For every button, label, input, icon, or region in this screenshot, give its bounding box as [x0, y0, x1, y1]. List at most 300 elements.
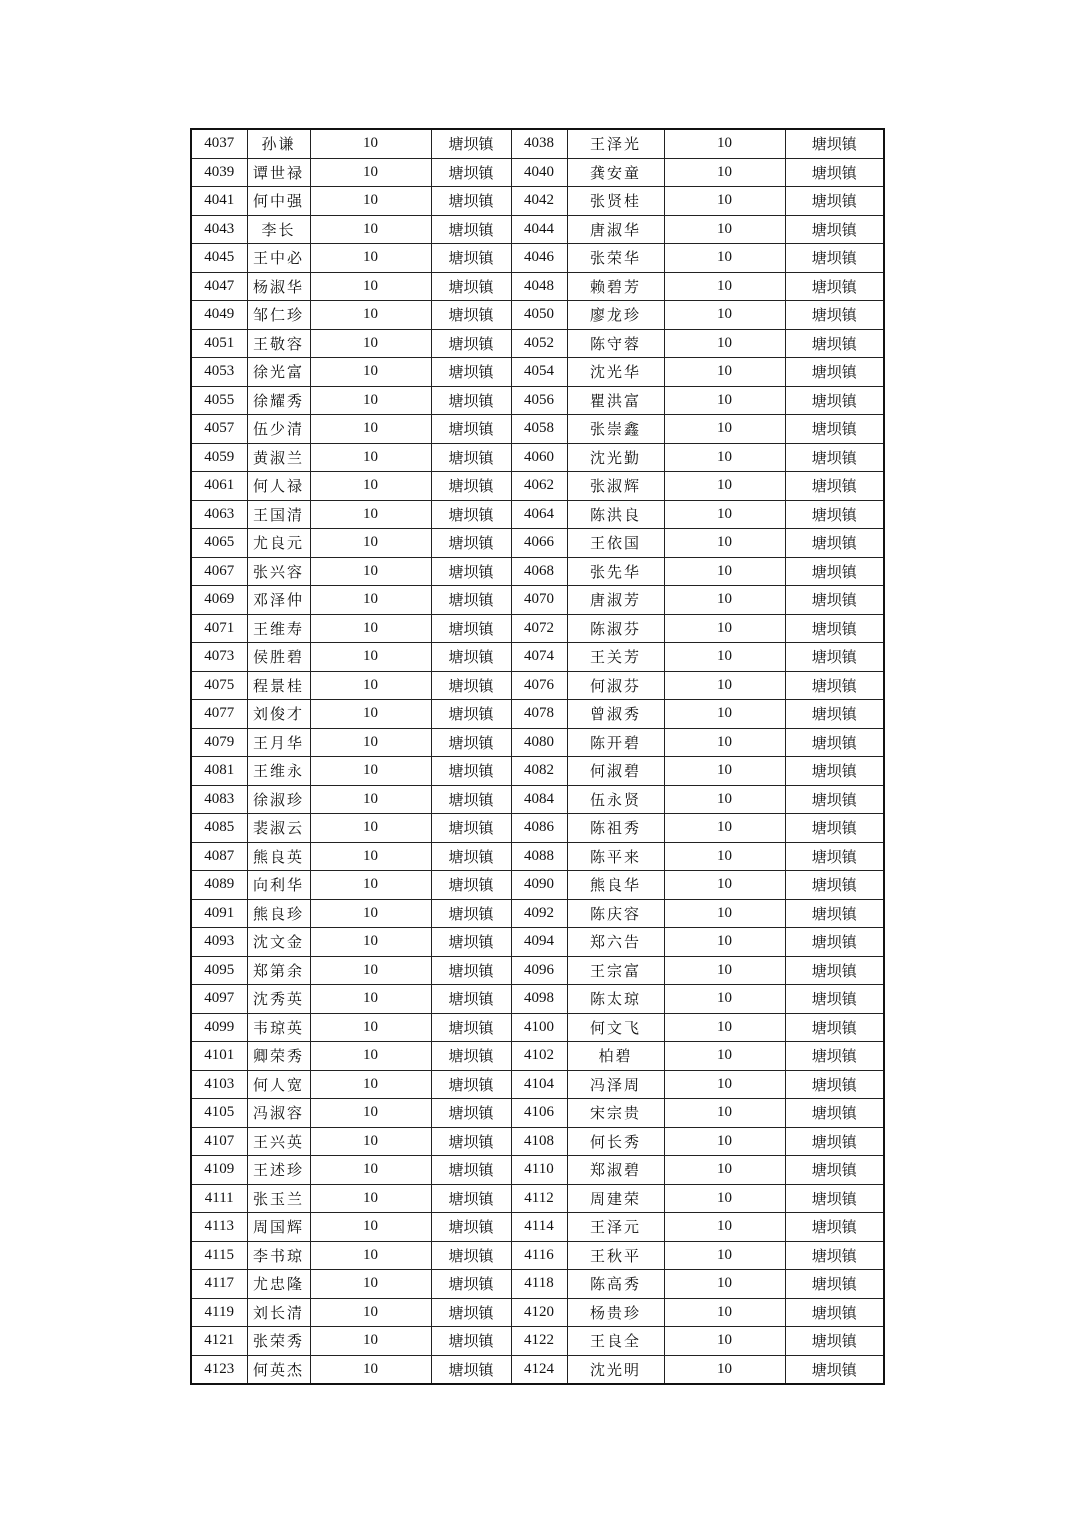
right-person-name-cell: 王依国	[567, 529, 664, 558]
left-person-name-cell: 郑第余	[247, 956, 310, 985]
left-amount-value-cell: 10	[310, 899, 431, 928]
right-record-id-cell: 4066	[511, 529, 567, 558]
left-amount-value-cell: 10	[310, 671, 431, 700]
right-record-id-cell: 4056	[511, 386, 567, 415]
left-record-id-cell: 4037	[191, 129, 247, 158]
table-row	[191, 1156, 884, 1185]
right-record-id-cell: 4104	[511, 1070, 567, 1099]
table-row	[191, 899, 884, 928]
right-amount-value-cell: 10	[664, 671, 785, 700]
table-row	[191, 472, 884, 501]
left-town-name-cell: 塘坝镇	[431, 1042, 511, 1071]
table-row	[191, 928, 884, 957]
right-person-name-cell: 张淑辉	[567, 472, 664, 501]
left-town-name-cell: 塘坝镇	[431, 985, 511, 1014]
right-person-name-cell: 张先华	[567, 557, 664, 586]
left-record-id-cell: 4093	[191, 928, 247, 957]
left-record-id-cell: 4095	[191, 956, 247, 985]
right-person-name-cell: 陈开碧	[567, 728, 664, 757]
table-row	[191, 985, 884, 1014]
right-person-name-cell: 陈守蓉	[567, 329, 664, 358]
right-town-name-cell: 塘坝镇	[785, 557, 884, 586]
left-town-name-cell: 塘坝镇	[431, 700, 511, 729]
right-amount-value-cell: 10	[664, 301, 785, 330]
right-record-id-cell: 4088	[511, 842, 567, 871]
left-town-name-cell: 塘坝镇	[431, 899, 511, 928]
right-town-name-cell: 塘坝镇	[785, 985, 884, 1014]
left-town-name-cell: 塘坝镇	[431, 785, 511, 814]
left-record-id-cell: 4071	[191, 614, 247, 643]
right-record-id-cell: 4058	[511, 415, 567, 444]
left-person-name-cell: 邓泽仲	[247, 586, 310, 615]
table-row	[191, 1127, 884, 1156]
table-row	[191, 614, 884, 643]
left-amount-value-cell: 10	[310, 529, 431, 558]
right-record-id-cell: 4048	[511, 272, 567, 301]
right-person-name-cell: 陈庆容	[567, 899, 664, 928]
right-town-name-cell: 塘坝镇	[785, 129, 884, 158]
left-amount-value-cell: 10	[310, 158, 431, 187]
right-record-id-cell: 4052	[511, 329, 567, 358]
table-row	[191, 301, 884, 330]
right-amount-value-cell: 10	[664, 215, 785, 244]
left-town-name-cell: 塘坝镇	[431, 386, 511, 415]
right-town-name-cell: 塘坝镇	[785, 1270, 884, 1299]
right-person-name-cell: 龚安童	[567, 158, 664, 187]
left-record-id-cell: 4087	[191, 842, 247, 871]
left-record-id-cell: 4111	[191, 1184, 247, 1213]
right-record-id-cell: 4074	[511, 643, 567, 672]
left-town-name-cell: 塘坝镇	[431, 358, 511, 387]
left-town-name-cell: 塘坝镇	[431, 842, 511, 871]
left-amount-value-cell: 10	[310, 700, 431, 729]
right-amount-value-cell: 10	[664, 187, 785, 216]
table-row	[191, 871, 884, 900]
left-record-id-cell: 4103	[191, 1070, 247, 1099]
left-person-name-cell: 何人宽	[247, 1070, 310, 1099]
left-record-id-cell: 4117	[191, 1270, 247, 1299]
right-person-name-cell: 王宗富	[567, 956, 664, 985]
left-person-name-cell: 孙谦	[247, 129, 310, 158]
right-town-name-cell: 塘坝镇	[785, 386, 884, 415]
right-person-name-cell: 瞿洪富	[567, 386, 664, 415]
right-person-name-cell: 沈光华	[567, 358, 664, 387]
right-person-name-cell: 王泽元	[567, 1213, 664, 1242]
right-record-id-cell: 4098	[511, 985, 567, 1014]
left-record-id-cell: 4041	[191, 187, 247, 216]
right-person-name-cell: 唐淑华	[567, 215, 664, 244]
table-row	[191, 187, 884, 216]
left-town-name-cell: 塘坝镇	[431, 158, 511, 187]
right-person-name-cell: 伍永贤	[567, 785, 664, 814]
left-record-id-cell: 4097	[191, 985, 247, 1014]
left-amount-value-cell: 10	[310, 1013, 431, 1042]
left-amount-value-cell: 10	[310, 272, 431, 301]
right-person-name-cell: 郑淑碧	[567, 1156, 664, 1185]
right-person-name-cell: 陈平来	[567, 842, 664, 871]
left-person-name-cell: 侯胜碧	[247, 643, 310, 672]
right-town-name-cell: 塘坝镇	[785, 244, 884, 273]
right-amount-value-cell: 10	[664, 871, 785, 900]
right-record-id-cell: 4090	[511, 871, 567, 900]
table-row	[191, 586, 884, 615]
left-town-name-cell: 塘坝镇	[431, 1327, 511, 1356]
left-person-name-cell: 沈秀英	[247, 985, 310, 1014]
left-amount-value-cell: 10	[310, 557, 431, 586]
right-amount-value-cell: 10	[664, 1241, 785, 1270]
right-person-name-cell: 陈高秀	[567, 1270, 664, 1299]
table-row	[191, 244, 884, 273]
table-row	[191, 415, 884, 444]
left-record-id-cell: 4045	[191, 244, 247, 273]
left-amount-value-cell: 10	[310, 472, 431, 501]
left-record-id-cell: 4085	[191, 814, 247, 843]
right-town-name-cell: 塘坝镇	[785, 700, 884, 729]
right-record-id-cell: 4092	[511, 899, 567, 928]
right-amount-value-cell: 10	[664, 928, 785, 957]
right-record-id-cell: 4060	[511, 443, 567, 472]
right-amount-value-cell: 10	[664, 272, 785, 301]
right-person-name-cell: 曾淑秀	[567, 700, 664, 729]
left-amount-value-cell: 10	[310, 129, 431, 158]
right-record-id-cell: 4108	[511, 1127, 567, 1156]
left-amount-value-cell: 10	[310, 928, 431, 957]
right-record-id-cell: 4114	[511, 1213, 567, 1242]
right-amount-value-cell: 10	[664, 700, 785, 729]
left-person-name-cell: 张荣秀	[247, 1327, 310, 1356]
left-person-name-cell: 熊良英	[247, 842, 310, 871]
left-town-name-cell: 塘坝镇	[431, 129, 511, 158]
right-town-name-cell: 塘坝镇	[785, 472, 884, 501]
right-town-name-cell: 塘坝镇	[785, 329, 884, 358]
left-person-name-cell: 谭世禄	[247, 158, 310, 187]
left-town-name-cell: 塘坝镇	[431, 472, 511, 501]
right-town-name-cell: 塘坝镇	[785, 272, 884, 301]
left-town-name-cell: 塘坝镇	[431, 956, 511, 985]
right-amount-value-cell: 10	[664, 1327, 785, 1356]
right-record-id-cell: 4070	[511, 586, 567, 615]
left-person-name-cell: 裴淑云	[247, 814, 310, 843]
right-record-id-cell: 4124	[511, 1355, 567, 1384]
left-amount-value-cell: 10	[310, 728, 431, 757]
left-town-name-cell: 塘坝镇	[431, 643, 511, 672]
right-amount-value-cell: 10	[664, 586, 785, 615]
right-amount-value-cell: 10	[664, 757, 785, 786]
left-record-id-cell: 4059	[191, 443, 247, 472]
left-person-name-cell: 何人禄	[247, 472, 310, 501]
right-amount-value-cell: 10	[664, 158, 785, 187]
left-town-name-cell: 塘坝镇	[431, 1355, 511, 1384]
right-amount-value-cell: 10	[664, 500, 785, 529]
right-amount-value-cell: 10	[664, 244, 785, 273]
left-amount-value-cell: 10	[310, 643, 431, 672]
left-record-id-cell: 4063	[191, 500, 247, 529]
left-amount-value-cell: 10	[310, 301, 431, 330]
right-amount-value-cell: 10	[664, 386, 785, 415]
right-town-name-cell: 塘坝镇	[785, 358, 884, 387]
right-town-name-cell: 塘坝镇	[785, 1184, 884, 1213]
left-town-name-cell: 塘坝镇	[431, 1156, 511, 1185]
left-town-name-cell: 塘坝镇	[431, 272, 511, 301]
left-record-id-cell: 4121	[191, 1327, 247, 1356]
right-town-name-cell: 塘坝镇	[785, 215, 884, 244]
right-record-id-cell: 4040	[511, 158, 567, 187]
left-amount-value-cell: 10	[310, 1270, 431, 1299]
left-record-id-cell: 4123	[191, 1355, 247, 1384]
left-amount-value-cell: 10	[310, 757, 431, 786]
left-person-name-cell: 冯淑容	[247, 1099, 310, 1128]
left-record-id-cell: 4089	[191, 871, 247, 900]
left-record-id-cell: 4067	[191, 557, 247, 586]
right-person-name-cell: 陈淑芬	[567, 614, 664, 643]
right-person-name-cell: 宋宗贵	[567, 1099, 664, 1128]
left-amount-value-cell: 10	[310, 614, 431, 643]
right-person-name-cell: 张崇鑫	[567, 415, 664, 444]
left-amount-value-cell: 10	[310, 1355, 431, 1384]
right-record-id-cell: 4068	[511, 557, 567, 586]
right-town-name-cell: 塘坝镇	[785, 842, 884, 871]
left-amount-value-cell: 10	[310, 785, 431, 814]
left-town-name-cell: 塘坝镇	[431, 1298, 511, 1327]
left-town-name-cell: 塘坝镇	[431, 614, 511, 643]
left-amount-value-cell: 10	[310, 1156, 431, 1185]
left-town-name-cell: 塘坝镇	[431, 415, 511, 444]
right-town-name-cell: 塘坝镇	[785, 1241, 884, 1270]
left-person-name-cell: 王维寿	[247, 614, 310, 643]
right-town-name-cell: 塘坝镇	[785, 529, 884, 558]
left-person-name-cell: 熊良珍	[247, 899, 310, 928]
right-record-id-cell: 4062	[511, 472, 567, 501]
right-person-name-cell: 陈祖秀	[567, 814, 664, 843]
left-amount-value-cell: 10	[310, 500, 431, 529]
left-person-name-cell: 刘俊才	[247, 700, 310, 729]
right-amount-value-cell: 10	[664, 785, 785, 814]
right-town-name-cell: 塘坝镇	[785, 928, 884, 957]
table-row	[191, 1298, 884, 1327]
right-record-id-cell: 4050	[511, 301, 567, 330]
right-record-id-cell: 4064	[511, 500, 567, 529]
left-town-name-cell: 塘坝镇	[431, 586, 511, 615]
table-row	[191, 158, 884, 187]
left-record-id-cell: 4083	[191, 785, 247, 814]
right-amount-value-cell: 10	[664, 842, 785, 871]
table-row	[191, 358, 884, 387]
left-record-id-cell: 4079	[191, 728, 247, 757]
right-town-name-cell: 塘坝镇	[785, 871, 884, 900]
left-town-name-cell: 塘坝镇	[431, 1184, 511, 1213]
left-record-id-cell: 4119	[191, 1298, 247, 1327]
left-amount-value-cell: 10	[310, 1070, 431, 1099]
left-person-name-cell: 王敬容	[247, 329, 310, 358]
left-person-name-cell: 何英杰	[247, 1355, 310, 1384]
right-town-name-cell: 塘坝镇	[785, 728, 884, 757]
table-row	[191, 671, 884, 700]
right-amount-value-cell: 10	[664, 1213, 785, 1242]
left-record-id-cell: 4043	[191, 215, 247, 244]
left-record-id-cell: 4055	[191, 386, 247, 415]
left-record-id-cell: 4061	[191, 472, 247, 501]
right-amount-value-cell: 10	[664, 1013, 785, 1042]
table-row	[191, 1099, 884, 1128]
left-person-name-cell: 徐耀秀	[247, 386, 310, 415]
right-amount-value-cell: 10	[664, 443, 785, 472]
table-row	[191, 700, 884, 729]
left-record-id-cell: 4065	[191, 529, 247, 558]
right-town-name-cell: 塘坝镇	[785, 415, 884, 444]
right-amount-value-cell: 10	[664, 329, 785, 358]
right-amount-value-cell: 10	[664, 814, 785, 843]
right-person-name-cell: 熊良华	[567, 871, 664, 900]
table-row	[191, 1013, 884, 1042]
right-town-name-cell: 塘坝镇	[785, 757, 884, 786]
right-amount-value-cell: 10	[664, 1156, 785, 1185]
right-record-id-cell: 4078	[511, 700, 567, 729]
right-amount-value-cell: 10	[664, 529, 785, 558]
right-record-id-cell: 4082	[511, 757, 567, 786]
left-amount-value-cell: 10	[310, 586, 431, 615]
right-town-name-cell: 塘坝镇	[785, 899, 884, 928]
left-person-name-cell: 李书琼	[247, 1241, 310, 1270]
right-record-id-cell: 4080	[511, 728, 567, 757]
left-town-name-cell: 塘坝镇	[431, 1127, 511, 1156]
right-town-name-cell: 塘坝镇	[785, 1298, 884, 1327]
right-town-name-cell: 塘坝镇	[785, 1099, 884, 1128]
table-row	[191, 386, 884, 415]
left-person-name-cell: 徐光富	[247, 358, 310, 387]
right-amount-value-cell: 10	[664, 1099, 785, 1128]
right-record-id-cell: 4110	[511, 1156, 567, 1185]
left-person-name-cell: 周国辉	[247, 1213, 310, 1242]
table-row	[191, 529, 884, 558]
right-town-name-cell: 塘坝镇	[785, 1355, 884, 1384]
right-town-name-cell: 塘坝镇	[785, 1127, 884, 1156]
left-person-name-cell: 伍少清	[247, 415, 310, 444]
left-record-id-cell: 4049	[191, 301, 247, 330]
left-amount-value-cell: 10	[310, 1213, 431, 1242]
right-person-name-cell: 王泽光	[567, 129, 664, 158]
left-person-name-cell: 杨淑华	[247, 272, 310, 301]
left-town-name-cell: 塘坝镇	[431, 1070, 511, 1099]
right-person-name-cell: 唐淑芳	[567, 586, 664, 615]
right-amount-value-cell: 10	[664, 956, 785, 985]
right-amount-value-cell: 10	[664, 899, 785, 928]
table-row	[191, 956, 884, 985]
left-town-name-cell: 塘坝镇	[431, 928, 511, 957]
left-amount-value-cell: 10	[310, 358, 431, 387]
left-person-name-cell: 王国清	[247, 500, 310, 529]
left-amount-value-cell: 10	[310, 215, 431, 244]
left-amount-value-cell: 10	[310, 1099, 431, 1128]
right-town-name-cell: 塘坝镇	[785, 785, 884, 814]
right-amount-value-cell: 10	[664, 1070, 785, 1099]
table-row	[191, 1184, 884, 1213]
left-record-id-cell: 4073	[191, 643, 247, 672]
right-town-name-cell: 塘坝镇	[785, 1327, 884, 1356]
left-town-name-cell: 塘坝镇	[431, 871, 511, 900]
table-row	[191, 443, 884, 472]
left-amount-value-cell: 10	[310, 842, 431, 871]
right-amount-value-cell: 10	[664, 557, 785, 586]
left-person-name-cell: 徐淑珍	[247, 785, 310, 814]
right-person-name-cell: 何淑芬	[567, 671, 664, 700]
left-amount-value-cell: 10	[310, 1298, 431, 1327]
left-town-name-cell: 塘坝镇	[431, 728, 511, 757]
right-amount-value-cell: 10	[664, 1355, 785, 1384]
right-record-id-cell: 4116	[511, 1241, 567, 1270]
left-town-name-cell: 塘坝镇	[431, 215, 511, 244]
right-town-name-cell: 塘坝镇	[785, 443, 884, 472]
left-town-name-cell: 塘坝镇	[431, 814, 511, 843]
right-person-name-cell: 陈太琼	[567, 985, 664, 1014]
left-person-name-cell: 尤良元	[247, 529, 310, 558]
table-row	[191, 1042, 884, 1071]
left-person-name-cell: 王维永	[247, 757, 310, 786]
left-town-name-cell: 塘坝镇	[431, 1213, 511, 1242]
left-person-name-cell: 沈文金	[247, 928, 310, 957]
left-amount-value-cell: 10	[310, 1184, 431, 1213]
right-person-name-cell: 何长秀	[567, 1127, 664, 1156]
roster-body	[191, 129, 884, 1384]
left-amount-value-cell: 10	[310, 187, 431, 216]
right-person-name-cell: 张贤桂	[567, 187, 664, 216]
left-amount-value-cell: 10	[310, 329, 431, 358]
right-amount-value-cell: 10	[664, 1270, 785, 1299]
left-amount-value-cell: 10	[310, 443, 431, 472]
left-town-name-cell: 塘坝镇	[431, 443, 511, 472]
right-person-name-cell: 张荣华	[567, 244, 664, 273]
left-person-name-cell: 王月华	[247, 728, 310, 757]
left-amount-value-cell: 10	[310, 1241, 431, 1270]
right-amount-value-cell: 10	[664, 614, 785, 643]
right-amount-value-cell: 10	[664, 129, 785, 158]
right-person-name-cell: 何淑碧	[567, 757, 664, 786]
left-record-id-cell: 4113	[191, 1213, 247, 1242]
table-row	[191, 814, 884, 843]
table-row	[191, 215, 884, 244]
table-row	[191, 1327, 884, 1356]
right-town-name-cell: 塘坝镇	[785, 1213, 884, 1242]
left-record-id-cell: 4057	[191, 415, 247, 444]
left-record-id-cell: 4077	[191, 700, 247, 729]
right-person-name-cell: 郑六告	[567, 928, 664, 957]
table-row	[191, 842, 884, 871]
left-amount-value-cell: 10	[310, 1327, 431, 1356]
right-town-name-cell: 塘坝镇	[785, 643, 884, 672]
left-record-id-cell: 4105	[191, 1099, 247, 1128]
right-amount-value-cell: 10	[664, 985, 785, 1014]
right-record-id-cell: 4096	[511, 956, 567, 985]
right-person-name-cell: 沈光勤	[567, 443, 664, 472]
right-amount-value-cell: 10	[664, 415, 785, 444]
left-record-id-cell: 4047	[191, 272, 247, 301]
right-town-name-cell: 塘坝镇	[785, 614, 884, 643]
right-person-name-cell: 冯泽周	[567, 1070, 664, 1099]
left-amount-value-cell: 10	[310, 244, 431, 273]
right-town-name-cell: 塘坝镇	[785, 158, 884, 187]
table-row	[191, 757, 884, 786]
left-amount-value-cell: 10	[310, 415, 431, 444]
right-record-id-cell: 4120	[511, 1298, 567, 1327]
left-person-name-cell: 韦琼英	[247, 1013, 310, 1042]
left-town-name-cell: 塘坝镇	[431, 301, 511, 330]
right-amount-value-cell: 10	[664, 1127, 785, 1156]
right-record-id-cell: 4118	[511, 1270, 567, 1299]
left-person-name-cell: 王中必	[247, 244, 310, 273]
right-town-name-cell: 塘坝镇	[785, 671, 884, 700]
left-town-name-cell: 塘坝镇	[431, 529, 511, 558]
table-row	[191, 1070, 884, 1099]
left-record-id-cell: 4109	[191, 1156, 247, 1185]
